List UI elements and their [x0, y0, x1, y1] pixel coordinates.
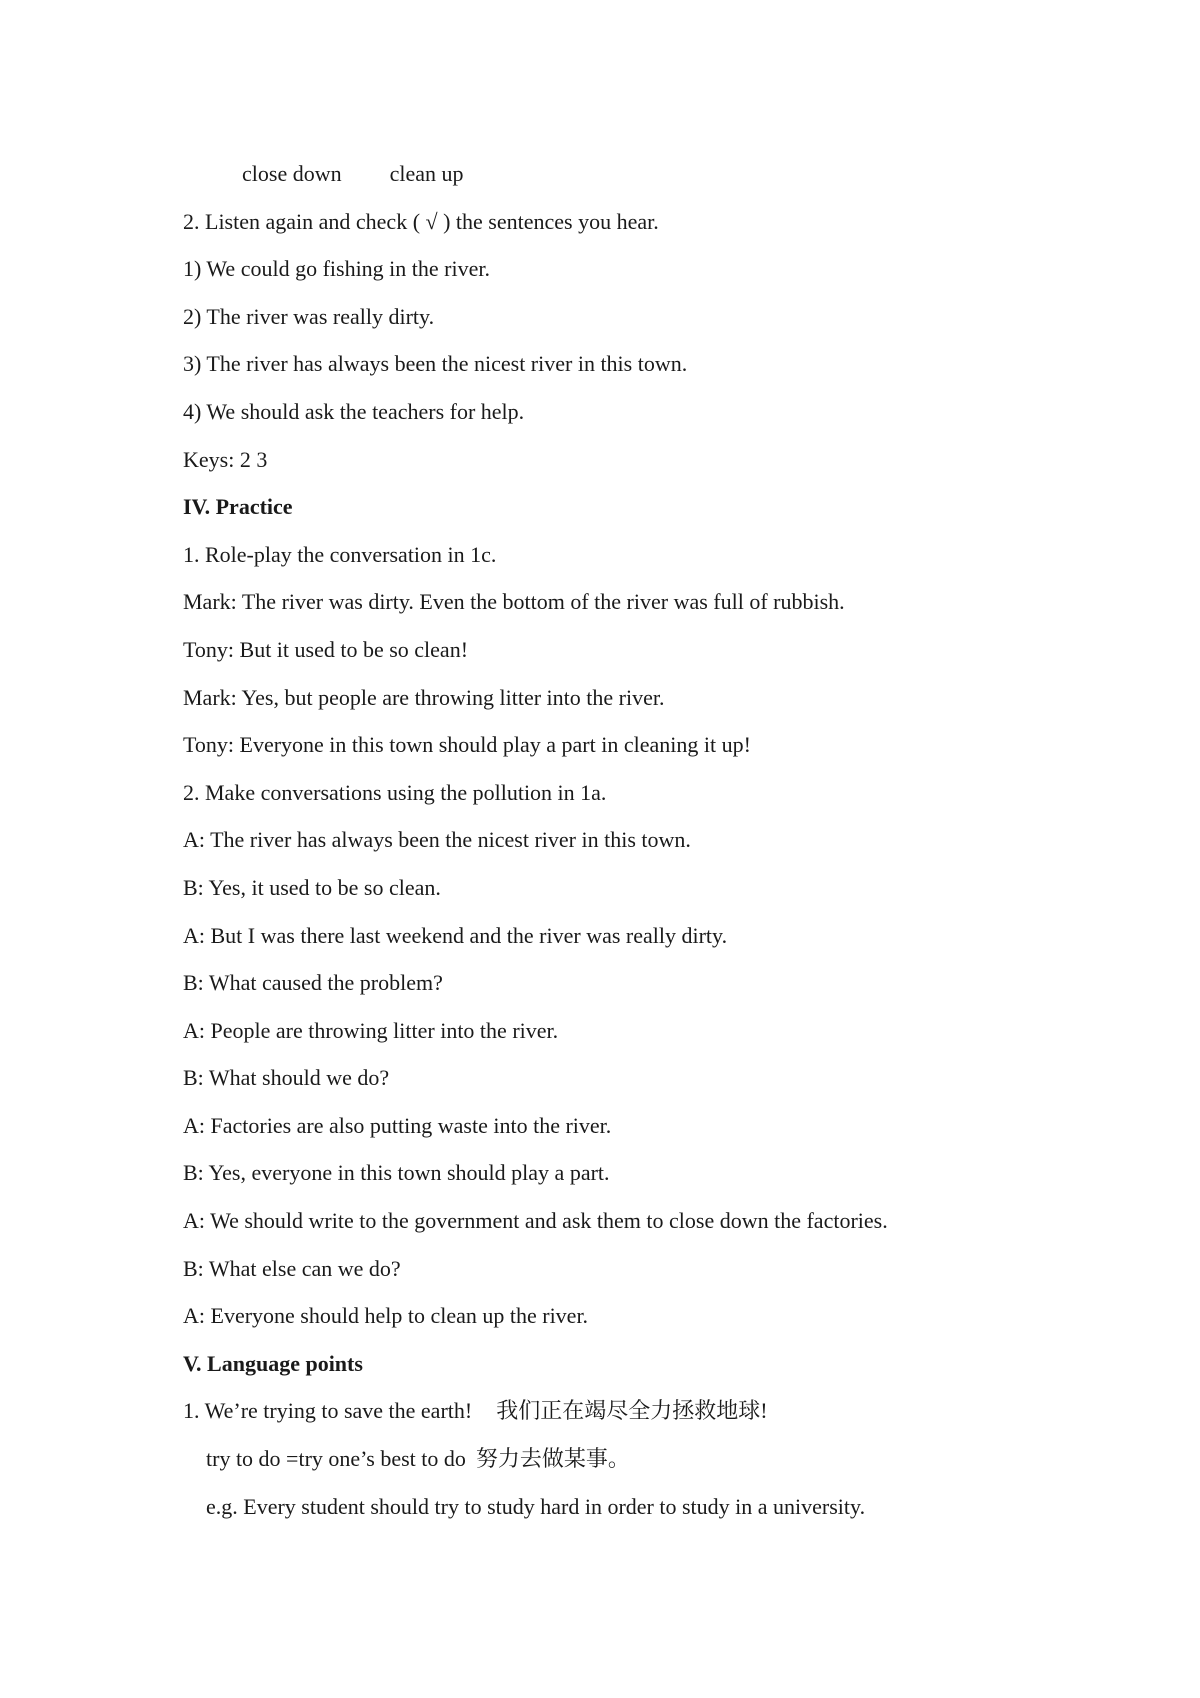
language-point-1	[183, 1387, 1103, 1435]
conversation-line-8: B: Yes, everyone in this town should play a part.	[183, 1160, 610, 1186]
practice-heading: IV. Practice	[183, 494, 293, 520]
roleplay-line-3: Mark: Yes, but people are throwing litter into the river.	[183, 684, 665, 710]
conversation-line-4: B: What caused the problem?	[183, 970, 443, 996]
language-point-1-usage	[183, 1435, 1103, 1483]
roleplay-line-1: Mark: The river was dirty. Even the bottom of the river was full of rubbish.	[183, 589, 845, 615]
roleplay-line-2: Tony: But it used to be so clean!	[183, 636, 469, 662]
listen-item-3: 3) The river has always been the nicest river in this town.	[183, 351, 688, 377]
conversation-line-9: A: We should write to the government and ask them to close down the factories.	[183, 1208, 888, 1234]
conversation-line-3: A: But I was there last weekend and the river was really dirty.	[183, 922, 728, 948]
answer-keys: Keys: 2 3	[183, 446, 268, 472]
roleplay-instruction: 1. Role-play the conversation in 1c.	[183, 541, 497, 567]
listen-item-2: 2) The river was really dirty.	[183, 303, 435, 329]
usage-english: try to do =try one’s best to do	[206, 1446, 466, 1472]
conversation-instruction: 2. Make conversations using the pollution in 1a.	[183, 779, 607, 805]
conversation-line-5: A: People are throwing litter into the river.	[183, 1017, 559, 1043]
conversation-line-11: A: Everyone should help to clean up the river.	[183, 1303, 589, 1329]
language-point-1-english: 1. We’re trying to save the earth!	[183, 1398, 473, 1424]
language-points-heading: V. Language points	[183, 1350, 363, 1376]
conversation-line-7: A: Factories are also putting waste into the river.	[183, 1112, 612, 1138]
usage-chinese: 努力去做某事。	[475, 1446, 630, 1472]
listen-item-1: 1) We could go fishing in the river.	[183, 256, 490, 282]
listen-instruction: 2. Listen again and check ( √ ) the sentences you hear.	[183, 208, 659, 234]
language-point-1-chinese: 我们正在竭尽全力拯救地球!	[496, 1398, 768, 1424]
conversation-line-1: A: The river has always been the nicest river in this town.	[183, 827, 691, 853]
conversation-line-10: B: What else can we do?	[183, 1255, 401, 1281]
conversation-line-2: B: Yes, it used to be so clean.	[183, 874, 441, 900]
phrase-line	[183, 150, 1103, 198]
document-content	[183, 150, 1103, 1530]
listen-item-4: 4) We should ask the teachers for help.	[183, 398, 525, 424]
conversation-line-6: B: What should we do?	[183, 1065, 390, 1091]
language-point-1-example: e.g. Every student should try to study hard in order to study in a university.	[206, 1493, 866, 1519]
phrase-close-down: close down	[242, 161, 342, 186]
roleplay-line-4: Tony: Everyone in this town should play a part in cleaning it up!	[183, 732, 751, 758]
phrase-clean-up: clean up	[389, 161, 464, 186]
